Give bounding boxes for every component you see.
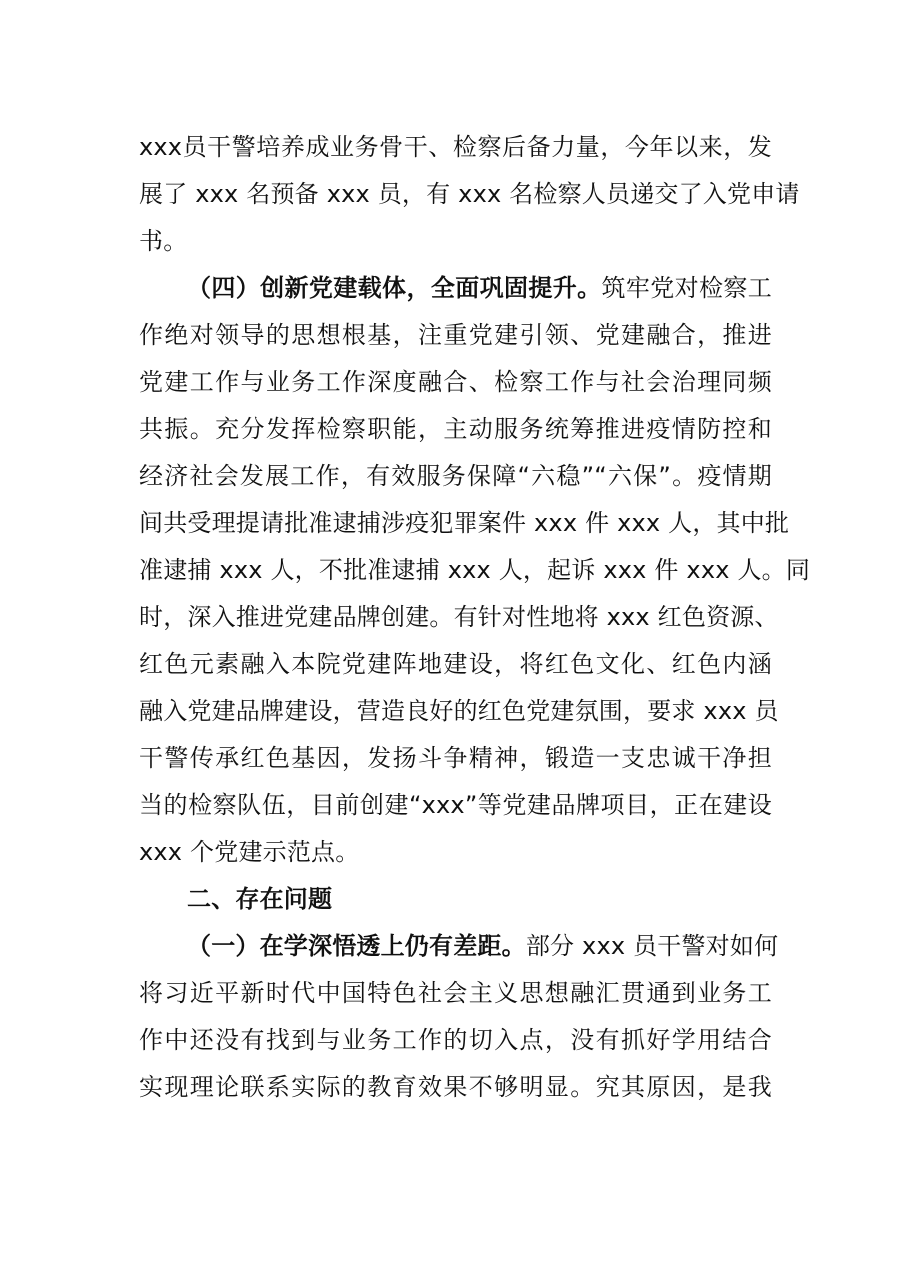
text-line: 经济社会发展工作，有效服务保障“六稳”“六保”。疫情期 [139, 462, 772, 490]
text-line: 实现理论联系实际的教育效果不够明显。究其原因，是我 [139, 1073, 772, 1101]
text-line: 书。 [139, 227, 188, 255]
text-line: 融入党建品牌建设，营造良好的红色党建氛围，要求 xxx 员 [139, 697, 779, 725]
text-line: xxx 个党建示范点。 [139, 838, 360, 866]
document-body [139, 124, 811, 1111]
text-line: 作绝对领导的思想根基，注重党建引领、党建融合，推进 [139, 321, 772, 349]
section-1-title: （一）在学深悟透上仍有差距。 [187, 932, 526, 960]
text-line: 党建工作与业务工作深度融合、检察工作与社会治理同频 [139, 368, 772, 396]
section-4-text: 筑牢党对检察工 [601, 274, 772, 302]
text-line: 展了 xxx 名预备 xxx 员，有 xxx 名检察人员递交了入党申请 [139, 180, 800, 208]
text-line: 干警传承红色基因，发扬斗争精神，锻造一支忠诚干净担 [139, 744, 772, 772]
section-4-title: （四）创新党建载体，全面巩固提升。 [187, 274, 602, 302]
text-line: xxx员干警培养成业务骨干、检察后备力量，今年以来，发 [139, 133, 772, 161]
paragraph-first-line [139, 265, 772, 312]
text-line: 作中还没有找到与业务工作的切入点，没有抓好学用结合 [139, 1026, 772, 1054]
paragraph-first-line [139, 923, 779, 970]
section-1-text: 部分 xxx 员干警对如何 [525, 932, 779, 960]
text-line: 当的检察队伍，目前创建“xxx”等党建品牌项目，正在建设 [139, 791, 772, 819]
text-line: 将习近平新时代中国特色社会主义思想融汇贯通到业务工 [139, 979, 772, 1007]
text-line: 共振。充分发挥检察职能，主动服务统筹推进疫情防控和 [139, 415, 772, 443]
text-line: 间共受理提请批准逮捕涉疫犯罪案件 xxx 件 xxx 人，其中批 [139, 509, 790, 537]
text-line: 红色元素融入本院党建阵地建设，将红色文化、红色内涵 [139, 650, 772, 678]
text-line: 时，深入推进党建品牌创建。有针对性地将 xxx 红色资源、 [139, 603, 779, 631]
text-line: 准逮捕 xxx 人，不批准逮捕 xxx 人，起诉 xxx 件 xxx 人。同 [139, 556, 811, 584]
section-heading: 二、存在问题 [187, 885, 333, 913]
